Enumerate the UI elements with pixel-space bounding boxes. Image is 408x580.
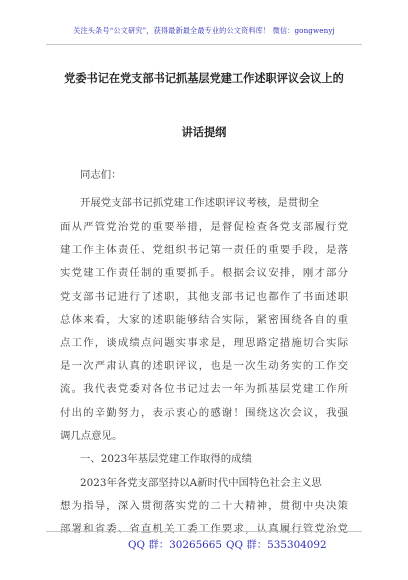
paragraph-2-line: 想为指导，深入贯彻落实党的二十大精神，贯彻中央决策	[60, 500, 348, 512]
header-divider	[46, 44, 362, 45]
paragraph-1-line: 党支部书记进行了述职，其他支部书记也都作了书面述职	[60, 291, 348, 303]
section-1-heading: 一、2023年基层党建工作取得的成绩	[80, 453, 252, 465]
paragraph-1-line: 调几点意见。	[60, 430, 123, 442]
paragraph-1-line: 建工作主体责任、党组织书记第一责任的重要手段，是落	[60, 244, 348, 256]
paragraph-1-line: 实党建工作责任制的重要抓手。根据会议安排，刚才部分	[60, 267, 348, 279]
paragraph-1-line: 付出的辛勤努力，表示衷心的感谢！围绕这次会议，我强	[60, 407, 348, 419]
greeting: 同志们：	[80, 169, 122, 181]
document-title-line-1: 党委书记在党支部书记抓基层党建工作述职评议会议上的	[64, 71, 344, 85]
document-title-line-2: 讲话提纲	[181, 125, 227, 139]
footer-qq-group-1: QQ 群：30265665	[128, 539, 223, 551]
header-watermark-note: 关注头条号“公文研究”，获得最新最全最专业的公文资料库！ 微信：gongwenyj	[73, 26, 335, 35]
paragraph-1-line: 面从严管党治党的重要举措，是督促检查各党支部履行党	[60, 221, 348, 233]
paragraph-1-line: 开展党支部书记抓党建工作述职评议考核，是贯彻全	[80, 197, 319, 209]
paragraph-1-line: 点工作，谈成绩点问题实事求是，理思路定措施切合实际	[60, 337, 348, 349]
paragraph-1-line: 流。我代表党委对各位书记过去一年为抓基层党建工作所	[60, 383, 348, 395]
paragraph-2-line: 部署和省委、省直机关工委工作要求，认真履行管党治党	[60, 523, 348, 535]
paragraph-1-line: 总体来看，大家的述职能够结合实际，紧密围绕各自的重	[60, 314, 348, 326]
footer-qq-group-2: QQ 群：535304092	[226, 539, 327, 551]
paragraph-1-line: 是一次严肃认真的述职评议，也是一次生动务实的工作交	[60, 360, 348, 372]
footer-divider	[46, 531, 362, 532]
paragraph-2-line: 2023年各党支部坚持以A新时代中国特色社会主义思	[80, 477, 322, 489]
